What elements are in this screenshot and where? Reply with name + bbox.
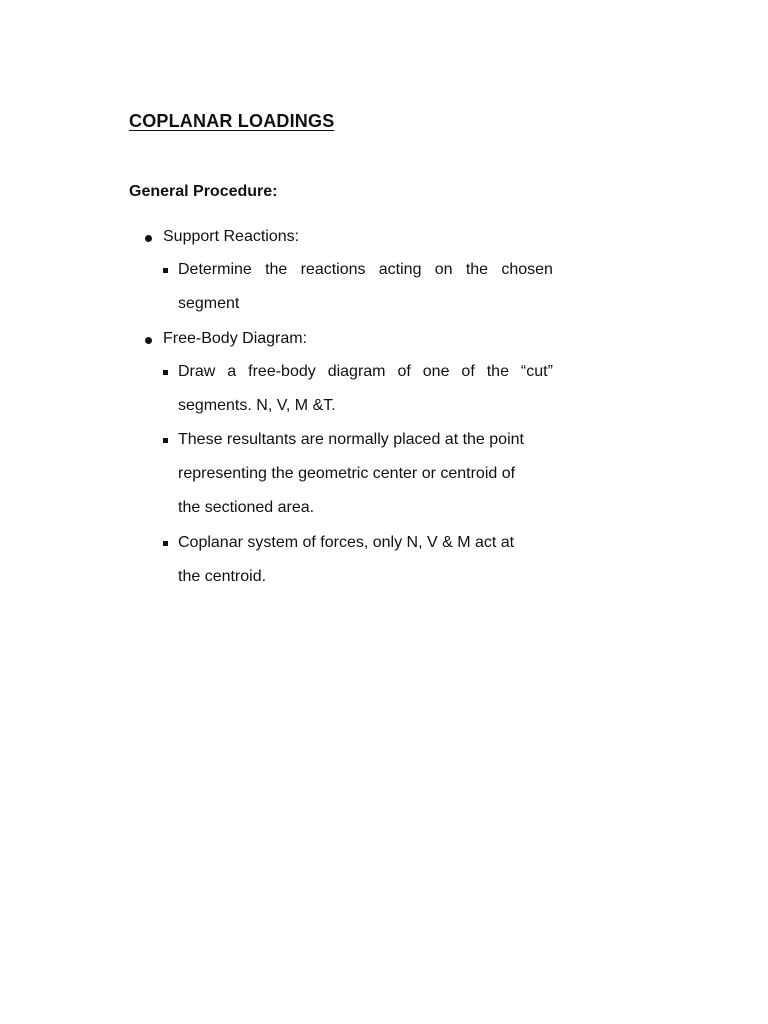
word: Draw (178, 363, 216, 380)
document-title: COPLANAR LOADINGS (129, 111, 335, 131)
list-item-line: segment (178, 295, 240, 312)
word: Determine (178, 261, 252, 278)
list-item-line: the centroid. (178, 568, 267, 585)
bullet-square (163, 438, 168, 443)
word: of (461, 363, 475, 380)
word: diagram (327, 363, 386, 380)
word: the (486, 363, 509, 380)
list-item-line: representing the geometric center or centroid of (178, 465, 516, 482)
list-item-line (178, 261, 553, 279)
word: chosen (501, 261, 553, 278)
word: reactions (300, 261, 366, 278)
bullet-square (163, 268, 168, 273)
word: free-body (248, 363, 316, 380)
word: on (434, 261, 453, 278)
list-item-line: These resultants are normally placed at the point (178, 431, 524, 448)
list-item-line (178, 363, 553, 381)
bullet-dot (145, 337, 152, 344)
section-heading-free-body-diagram: Free-Body Diagram: (163, 330, 308, 347)
word: one (422, 363, 450, 380)
bullet-square (163, 370, 168, 375)
word: the (265, 261, 288, 278)
word: a (227, 363, 237, 380)
document-subtitle: General Procedure: (129, 183, 278, 200)
word: “cut” (520, 363, 553, 380)
word: of (397, 363, 411, 380)
word: the (465, 261, 489, 278)
list-item-line: segments. N, V, M &T. (178, 397, 336, 414)
bullet-dot (145, 235, 152, 242)
bullet-square (163, 541, 168, 546)
list-item-line: the sectioned area. (178, 499, 315, 516)
list-item-line: Coplanar system of forces, only N, V & M act at (178, 534, 515, 551)
section-heading-support-reactions: Support Reactions: (163, 228, 300, 245)
word: acting (378, 261, 422, 278)
